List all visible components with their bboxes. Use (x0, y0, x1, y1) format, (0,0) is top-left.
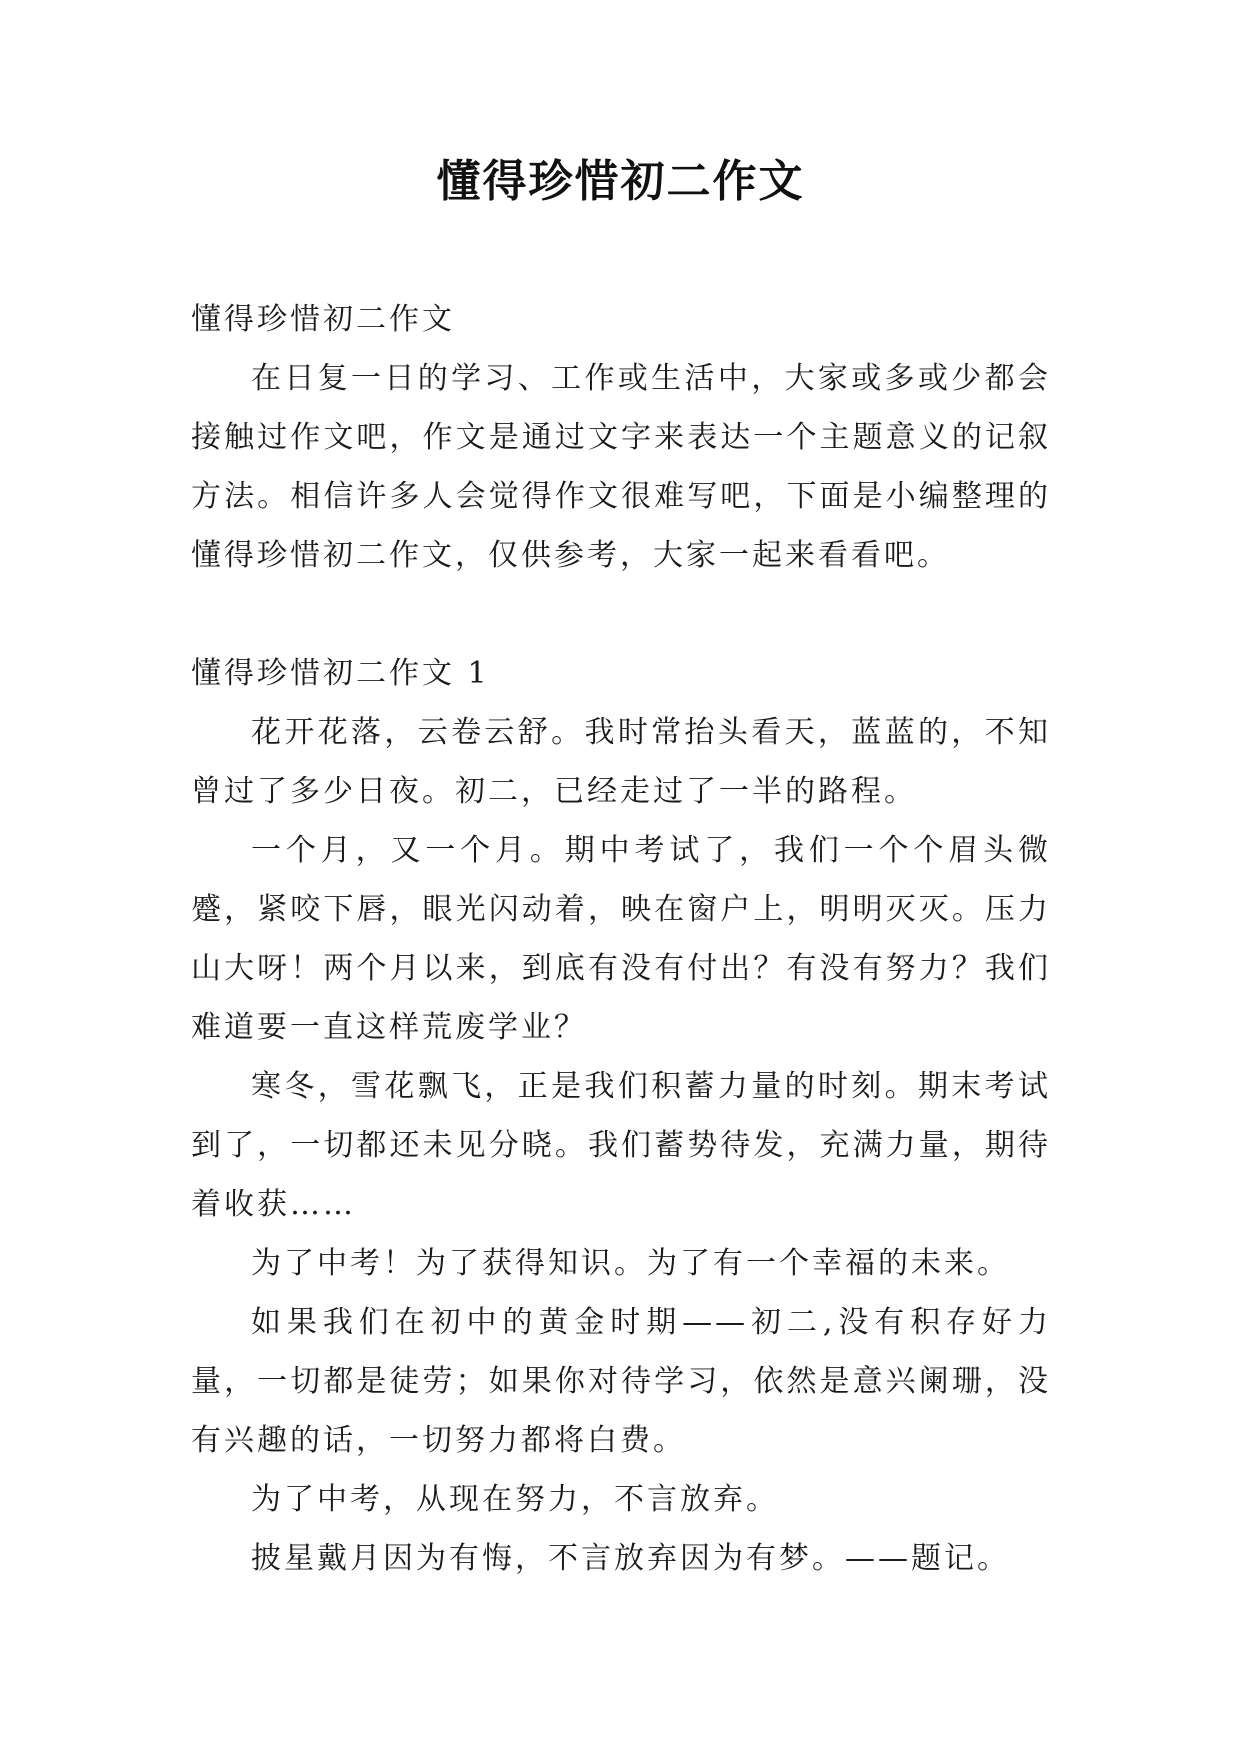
essay-paragraph: 寒冬，雪花飘飞，正是我们积蓄力量的时刻。期末考试到了，一切都还未见分晓。我们蓄势待发，充满力量，期待着收获…… (191, 1069, 1051, 1222)
essay-heading: 懂得珍惜初二作文 1 (191, 656, 490, 691)
section-spacer (191, 585, 1051, 644)
essay-paragraph: 为了中考，从现在努力，不言放弃。 (251, 1482, 779, 1517)
intro-paragraph: 在日复一日的学习、工作或生活中，大家或多或少都会接触过作文吧，作文是通过文字来表达一个主题意义的记叙方法。相信许多人会觉得作文很难写吧，下面是小编整理的懂得珍惜初二作文，仅供参考，大家一起来看看吧。 (191, 361, 1051, 573)
document-title: 懂得珍惜初二作文 (436, 156, 805, 207)
intro-heading: 懂得珍惜初二作文 (191, 302, 455, 337)
essay-paragraph: 花开花落，云卷云舒。我时常抬头看天，蓝蓝的，不知曾过了多少日夜。初二，已经走过了一半的路程。 (191, 715, 1051, 809)
essay-paragraph: 如果我们在初中的黄金时期——初二,没有积存好力量，一切都是徒劳；如果你对待学习，依然是意兴阑珊，没有兴趣的话，一切努力都将白费。 (191, 1305, 1051, 1458)
document-body (191, 290, 1051, 1588)
essay-paragraph: 披星戴月因为有悔，不言放弃因为有梦。——题记。 (251, 1541, 1010, 1576)
essay-paragraph: 一个月，又一个月。期中考试了，我们一个个眉头微蹙，紧咬下唇，眼光闪动着，映在窗户上，明明灭灭。压力山大呀！两个月以来，到底有没有付出？有没有努力？我们难道要一直这样荒废学业？ (191, 833, 1051, 1045)
essay-paragraph: 为了中考！为了获得知识。为了有一个幸福的未来。 (251, 1246, 1010, 1281)
